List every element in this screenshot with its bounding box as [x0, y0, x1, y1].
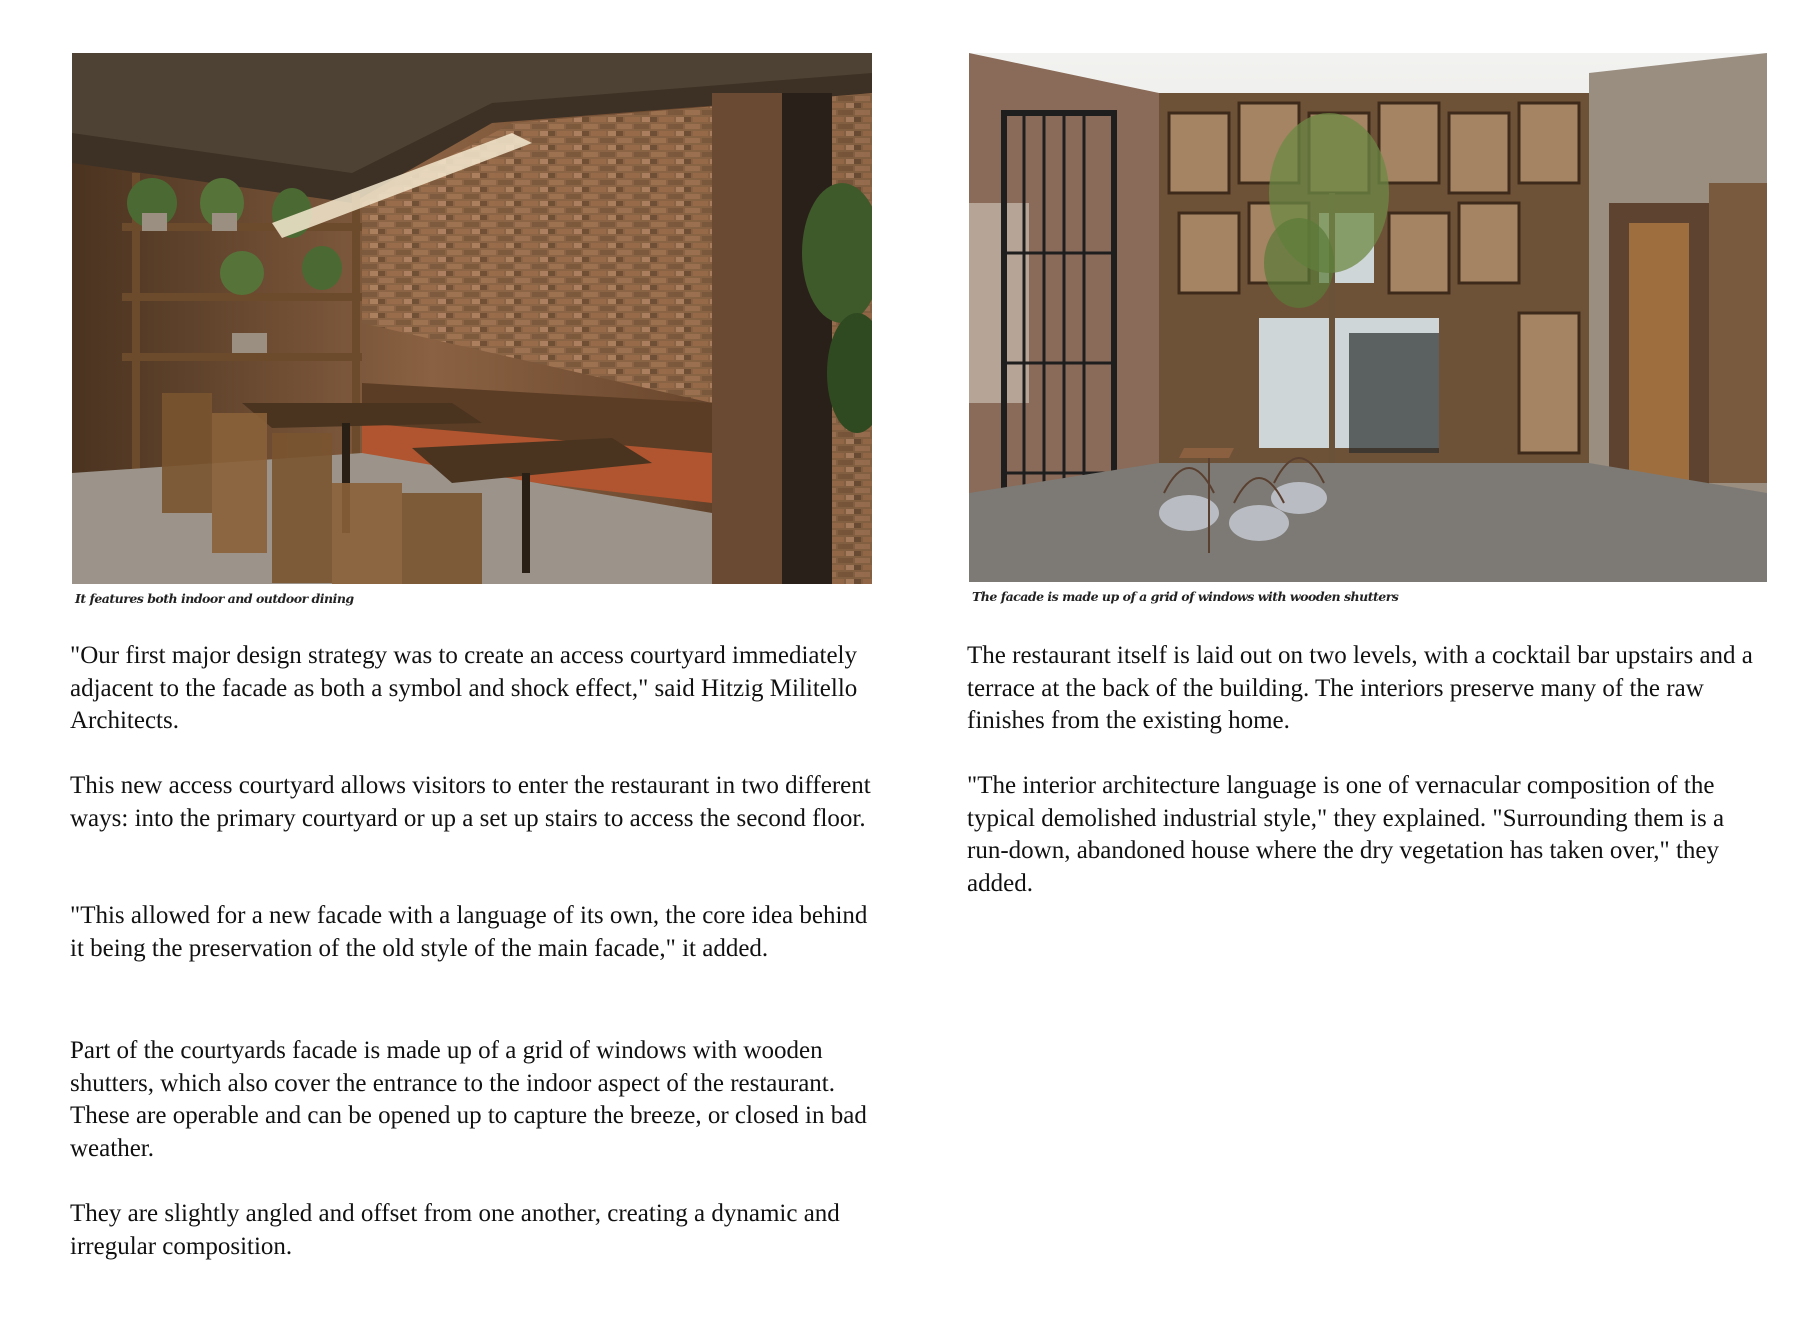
courtyard-facade-image [969, 53, 1767, 582]
paragraph: "Our first major design strategy was to create an access courtyard immediately adjacent to the facade as both a symbol and shock effect," said Hitzig Militello Architects. [70, 642, 858, 735]
image-caption: The facade is made up of a grid of windows with wooden shutters [972, 589, 1399, 604]
courtyard-facade-photo [969, 53, 1767, 582]
paragraph: The restaurant itself is laid out on two levels, with a cocktail bar upstairs and a terrace at the back of the building. The interiors preserve many of the raw finishes from the existing home. [967, 642, 1753, 735]
indoor-dining-image [72, 53, 872, 584]
image-caption: It features both indoor and outdoor dining [75, 591, 354, 606]
paragraph: "This allowed for a new facade with a language of its own, the core idea behind it being the preservation of the old style of the main facade," it added. [70, 902, 868, 962]
paragraph: This new access courtyard allows visitors to enter the restaurant in two different ways: into the primary courtyard or up a set up stairs to access the second floor. [70, 772, 871, 832]
paragraph: Part of the courtyards facade is made up of a grid of windows with wooden shutters, which also cover the entrance to the indoor aspect of the restaurant. These are operable and can be opened up to capture the breeze, or closed in bad weather. [70, 1037, 867, 1162]
paragraph: "The interior architecture language is one of vernacular composition of the typical demolished industrial style," they explained. "Surrounding them is a run-down, abandoned house where the dry vegetation has taken over," they added. [967, 772, 1725, 897]
indoor-dining-photo [72, 53, 872, 584]
paragraph: They are slightly angled and offset from one another, creating a dynamic and irregular composition. [70, 1200, 840, 1260]
